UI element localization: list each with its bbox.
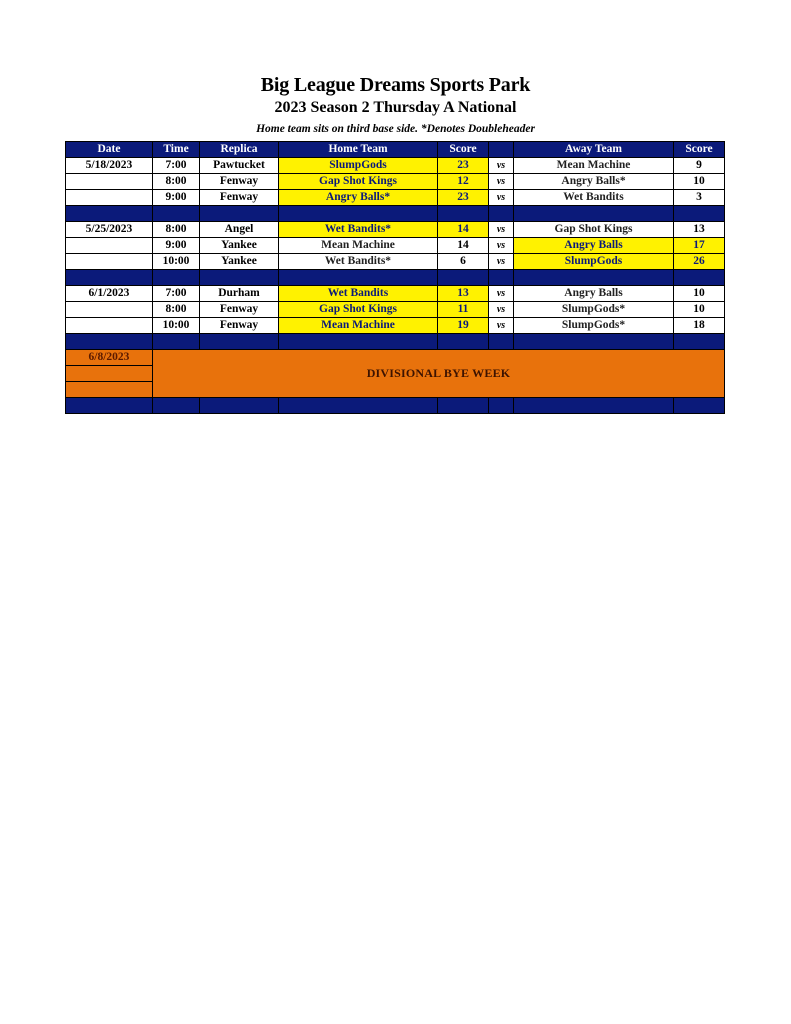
spacer-cell [514, 398, 674, 414]
spacer-row [66, 270, 725, 286]
home-team: Gap Shot Kings [279, 174, 438, 190]
game-date [66, 238, 153, 254]
away-team: Mean Machine [514, 158, 674, 174]
game-row [66, 254, 725, 270]
vs-label: vs [489, 190, 514, 206]
spacer-cell [514, 334, 674, 350]
away-score: 26 [674, 254, 725, 270]
column-header-home-team: Home Team [279, 142, 438, 158]
column-header-away-score: Score [674, 142, 725, 158]
bye-week-date: 6/8/2023 [66, 350, 153, 366]
game-date: 5/25/2023 [66, 222, 153, 238]
home-team: Wet Bandits [279, 286, 438, 302]
bye-week-empty-cell [66, 366, 153, 382]
game-field: Yankee [200, 238, 279, 254]
column-header-away-team: Away Team [514, 142, 674, 158]
vs-label: vs [489, 318, 514, 334]
home-team: Wet Bandits* [279, 254, 438, 270]
spacer-cell [674, 398, 725, 414]
home-team: Mean Machine [279, 238, 438, 254]
away-team: Wet Bandits [514, 190, 674, 206]
column-header-home-score: Score [438, 142, 489, 158]
spacer-cell [153, 334, 200, 350]
away-team: Angry Balls [514, 286, 674, 302]
spacer-cell [153, 398, 200, 414]
game-field: Durham [200, 286, 279, 302]
away-team: SlumpGods* [514, 318, 674, 334]
game-date [66, 190, 153, 206]
game-field: Angel [200, 222, 279, 238]
game-field: Pawtucket [200, 158, 279, 174]
spacer-cell [153, 270, 200, 286]
schedule-body [66, 158, 725, 414]
game-row [66, 174, 725, 190]
game-time: 8:00 [153, 302, 200, 318]
spacer-cell [489, 270, 514, 286]
spacer-cell [438, 398, 489, 414]
home-score: 14 [438, 222, 489, 238]
game-time: 10:00 [153, 254, 200, 270]
bye-week-row [66, 350, 725, 366]
spacer-row [66, 206, 725, 222]
home-team: Wet Bandits* [279, 222, 438, 238]
spacer-cell [66, 206, 153, 222]
home-score: 14 [438, 238, 489, 254]
spacer-cell [279, 334, 438, 350]
header-row [66, 142, 725, 158]
spacer-row [66, 398, 725, 414]
game-time: 10:00 [153, 318, 200, 334]
game-field: Fenway [200, 190, 279, 206]
spacer-cell [438, 206, 489, 222]
spacer-cell [438, 334, 489, 350]
game-row [66, 222, 725, 238]
schedule-note: Home team sits on third base side. *Denotes Doubleheader [256, 123, 535, 135]
spacer-cell [279, 398, 438, 414]
game-time: 9:00 [153, 190, 200, 206]
game-row [66, 238, 725, 254]
game-field: Fenway [200, 302, 279, 318]
spacer-cell [200, 206, 279, 222]
home-score: 12 [438, 174, 489, 190]
away-score: 10 [674, 286, 725, 302]
game-row [66, 158, 725, 174]
spacer-cell [279, 270, 438, 286]
spacer-cell [66, 270, 153, 286]
column-header-replica: Replica [200, 142, 279, 158]
home-score: 23 [438, 158, 489, 174]
game-field: Fenway [200, 174, 279, 190]
game-time: 7:00 [153, 286, 200, 302]
home-team: Mean Machine [279, 318, 438, 334]
home-score: 13 [438, 286, 489, 302]
column-header-time: Time [153, 142, 200, 158]
spacer-cell [200, 270, 279, 286]
vs-label: vs [489, 222, 514, 238]
away-team: Gap Shot Kings [514, 222, 674, 238]
vs-label: vs [489, 238, 514, 254]
bye-week-label: DIVISIONAL BYE WEEK [153, 350, 725, 398]
spacer-cell [438, 270, 489, 286]
away-team: SlumpGods* [514, 302, 674, 318]
game-row [66, 190, 725, 206]
spacer-cell [66, 398, 153, 414]
game-date [66, 302, 153, 318]
game-field: Yankee [200, 254, 279, 270]
game-row [66, 286, 725, 302]
column-header-date: Date [66, 142, 153, 158]
spacer-cell [674, 206, 725, 222]
game-row [66, 318, 725, 334]
home-team: Angry Balls* [279, 190, 438, 206]
game-date [66, 318, 153, 334]
spacer-cell [66, 334, 153, 350]
vs-label: vs [489, 302, 514, 318]
game-date: 6/1/2023 [66, 286, 153, 302]
game-date [66, 254, 153, 270]
spacer-cell [153, 206, 200, 222]
away-score: 10 [674, 174, 725, 190]
spacer-cell [514, 270, 674, 286]
game-date [66, 174, 153, 190]
spacer-cell [200, 398, 279, 414]
page-title: Big League Dreams Sports Park [260, 74, 531, 96]
away-score: 18 [674, 318, 725, 334]
game-date: 5/18/2023 [66, 158, 153, 174]
spacer-cell [489, 206, 514, 222]
home-score: 6 [438, 254, 489, 270]
vs-label: vs [489, 158, 514, 174]
spacer-cell [489, 398, 514, 414]
vs-label: vs [489, 254, 514, 270]
game-row [66, 302, 725, 318]
away-score: 17 [674, 238, 725, 254]
page-subtitle: 2023 Season 2 Thursday A National [274, 99, 517, 116]
spacer-cell [674, 334, 725, 350]
away-score: 13 [674, 222, 725, 238]
away-team: Angry Balls* [514, 174, 674, 190]
away-score: 10 [674, 302, 725, 318]
away-team: Angry Balls [514, 238, 674, 254]
game-time: 9:00 [153, 238, 200, 254]
away-score: 9 [674, 158, 725, 174]
spacer-cell [674, 270, 725, 286]
spacer-row [66, 334, 725, 350]
away-team: SlumpGods [514, 254, 674, 270]
game-time: 7:00 [153, 158, 200, 174]
vs-label: vs [489, 174, 514, 190]
game-time: 8:00 [153, 222, 200, 238]
home-team: SlumpGods [279, 158, 438, 174]
home-score: 23 [438, 190, 489, 206]
home-team: Gap Shot Kings [279, 302, 438, 318]
spacer-cell [514, 206, 674, 222]
bye-week-empty-cell [66, 382, 153, 398]
spacer-cell [279, 206, 438, 222]
away-score: 3 [674, 190, 725, 206]
game-time: 8:00 [153, 174, 200, 190]
home-score: 19 [438, 318, 489, 334]
schedule-table [65, 141, 725, 414]
game-field: Fenway [200, 318, 279, 334]
spacer-cell [489, 334, 514, 350]
spacer-cell [200, 334, 279, 350]
vs-label: vs [489, 286, 514, 302]
column-header-vs [489, 142, 514, 158]
home-score: 11 [438, 302, 489, 318]
